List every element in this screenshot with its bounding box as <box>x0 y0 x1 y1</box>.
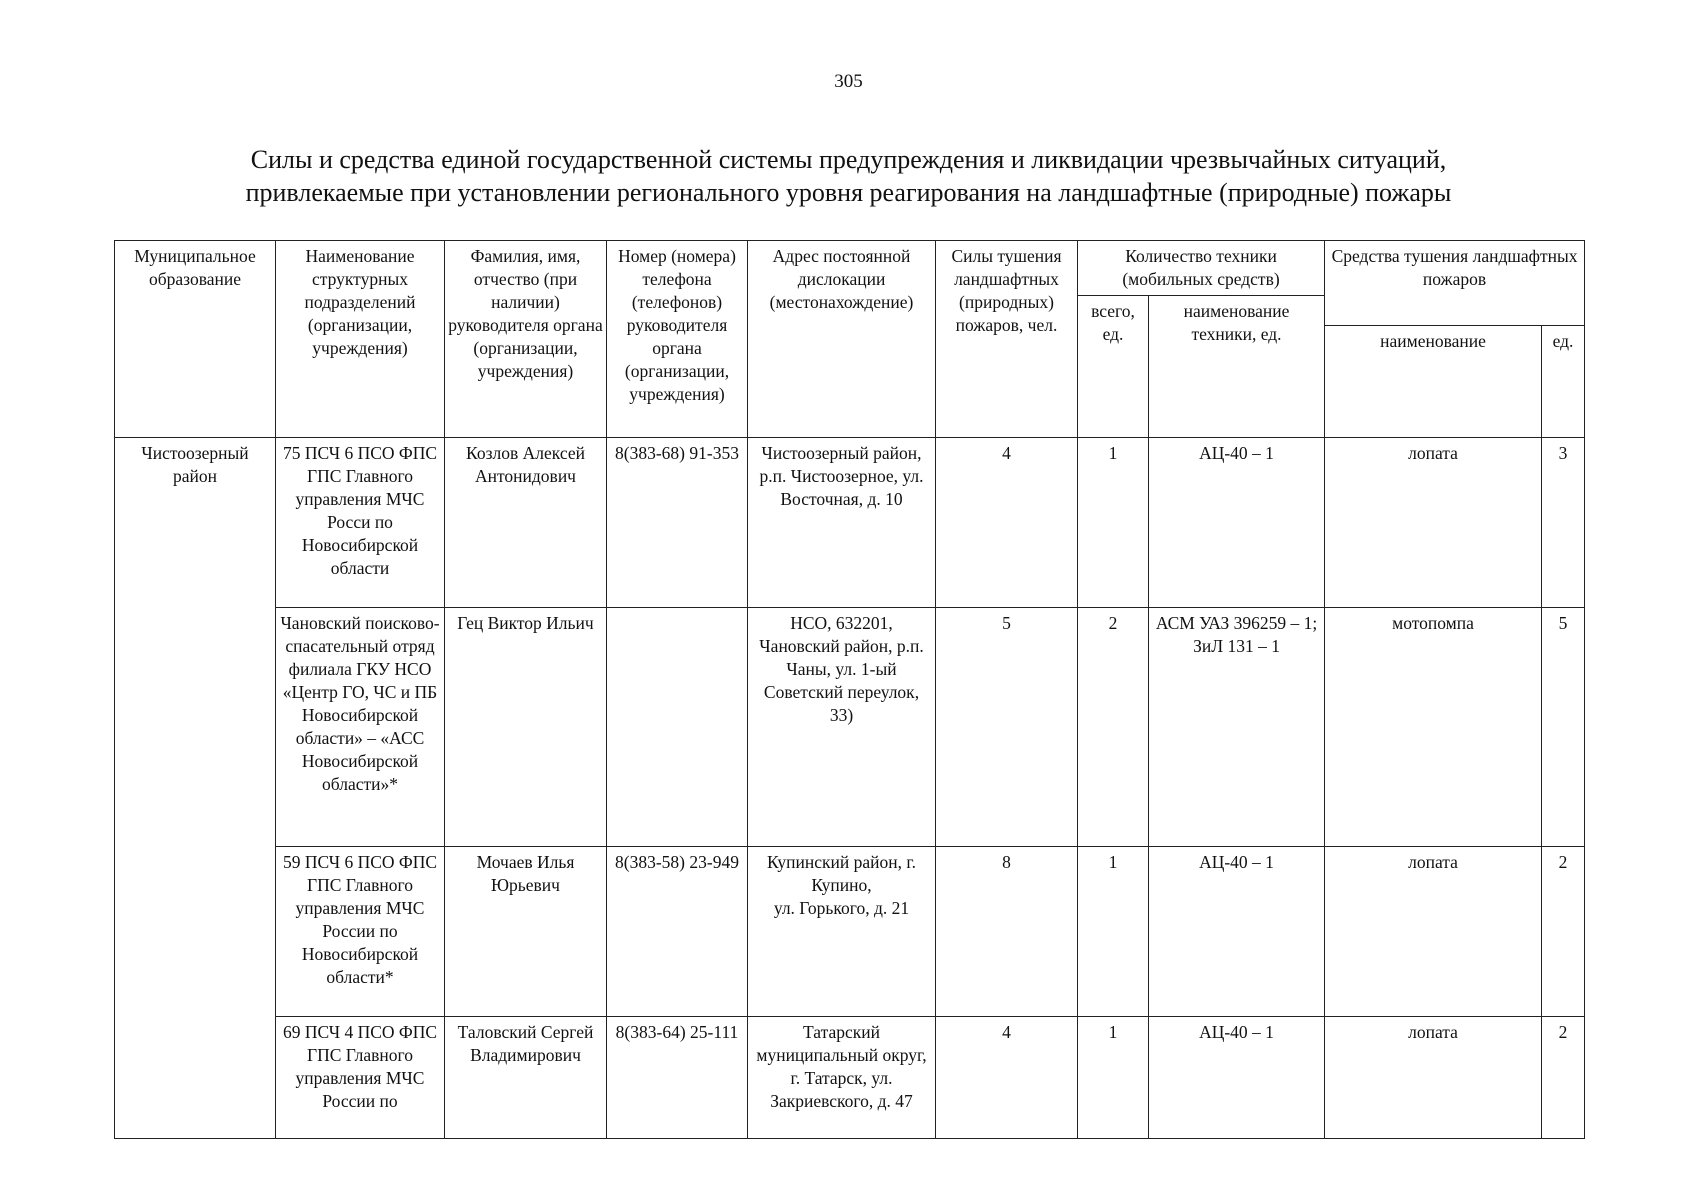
header-means-group: Средства тушения ландшафтных пожаров <box>1325 241 1585 326</box>
cell-head: Козлов Алексей Антонидович <box>445 438 607 608</box>
cell-vehicles-total: 2 <box>1078 608 1149 847</box>
header-means-name: наименование <box>1325 326 1542 438</box>
table-row <box>115 847 1585 1017</box>
cell-means-units: 2 <box>1542 847 1585 1017</box>
header-vehicles-group: Количество техники (мобильных средств) <box>1078 241 1325 296</box>
document-title-line-1: Силы и средства единой государственной системы предупреждения и ликвидации чрезвычайных ситуаций, <box>250 145 1447 174</box>
cell-head: Таловский Сергей Владимирович <box>445 1017 607 1139</box>
cell-vehicles-name: АЦ-40 – 1 <box>1149 438 1325 608</box>
table-row <box>115 1017 1585 1139</box>
cell-means-units: 3 <box>1542 438 1585 608</box>
cell-unit: 69 ПСЧ 4 ПСО ФПС ГПС Главного управления МЧС России по <box>276 1017 445 1139</box>
cell-address: Купинский район, г. Купино, ул. Горького, д. 21 <box>748 847 936 1017</box>
table-row <box>115 438 1585 608</box>
header-phone: Номер (номера) телефона (телефонов) руководителя органа (организации, учреждения) <box>607 241 748 438</box>
cell-forces: 4 <box>936 438 1078 608</box>
cell-unit: 75 ПСЧ 6 ПСО ФПС ГПС Главного управления МЧС Росси по Новосибирской области <box>276 438 445 608</box>
cell-means-name: лопата <box>1325 438 1542 608</box>
cell-municipality: Чистоозерный район <box>115 438 276 1139</box>
cell-means-name: лопата <box>1325 847 1542 1017</box>
cell-vehicles-total: 1 <box>1078 847 1149 1017</box>
cell-unit: 59 ПСЧ 6 ПСО ФПС ГПС Главного управления МЧС России по Новосибирской области* <box>276 847 445 1017</box>
table-row <box>115 608 1585 847</box>
page-number: 305 <box>834 71 863 92</box>
cell-vehicles-total: 1 <box>1078 438 1149 608</box>
forces-table <box>114 240 1585 1139</box>
document-title-line-2: привлекаемые при установлении регионального уровня реагирования на ландшафтные (природные) пожары <box>245 178 1452 207</box>
cell-address: НСО, 632201, Чановский район, р.п. Чаны, ул. 1-ый Советский переулок, 33) <box>748 608 936 847</box>
header-forces: Силы тушения ландшафтных (природных) пожаров, чел. <box>936 241 1078 438</box>
cell-vehicles-name: АЦ-40 – 1 <box>1149 1017 1325 1139</box>
cell-means-name: лопата <box>1325 1017 1542 1139</box>
cell-vehicles-name: АСМ УАЗ 396259 – 1; ЗиЛ 131 – 1 <box>1149 608 1325 847</box>
cell-unit: Чановский поисково-спасательный отряд филиала ГКУ НСО «Центр ГО, ЧС и ПБ Новосибирской области» – «АСС Новосибирской области»* <box>276 608 445 847</box>
cell-forces: 4 <box>936 1017 1078 1139</box>
cell-head: Гец Виктор Ильич <box>445 608 607 847</box>
cell-address: Чистоозерный район, р.п. Чистоозерное, ул. Восточная, д. 10 <box>748 438 936 608</box>
cell-phone: 8(383-58) 23-949 <box>607 847 748 1017</box>
cell-vehicles-total: 1 <box>1078 1017 1149 1139</box>
cell-means-units: 2 <box>1542 1017 1585 1139</box>
cell-address: Татарский муниципальный округ, г. Татарск, ул. Закриевского, д. 47 <box>748 1017 936 1139</box>
header-unit-name: Наименование структурных подразделений (организации, учреждения) <box>276 241 445 438</box>
header-municipality: Муниципальное образование <box>115 241 276 438</box>
cell-forces: 5 <box>936 608 1078 847</box>
cell-means-units: 5 <box>1542 608 1585 847</box>
header-vehicles-total: всего, ед. <box>1078 296 1149 438</box>
header-head-name: Фамилия, имя, отчество (при наличии) руководителя органа (организации, учреждения) <box>445 241 607 438</box>
header-vehicles-name: наименование техники, ед. <box>1149 296 1325 438</box>
cell-phone: 8(383-68) 91-353 <box>607 438 748 608</box>
document-title <box>0 143 1697 209</box>
header-means-units: ед. <box>1542 326 1585 438</box>
header-address: Адрес постоянной дислокации (местонахождение) <box>748 241 936 438</box>
cell-forces: 8 <box>936 847 1078 1017</box>
cell-phone <box>607 608 748 847</box>
cell-means-name: мотопомпа <box>1325 608 1542 847</box>
cell-vehicles-name: АЦ-40 – 1 <box>1149 847 1325 1017</box>
cell-phone: 8(383-64) 25-111 <box>607 1017 748 1139</box>
cell-head: Мочаев Илья Юрьевич <box>445 847 607 1017</box>
